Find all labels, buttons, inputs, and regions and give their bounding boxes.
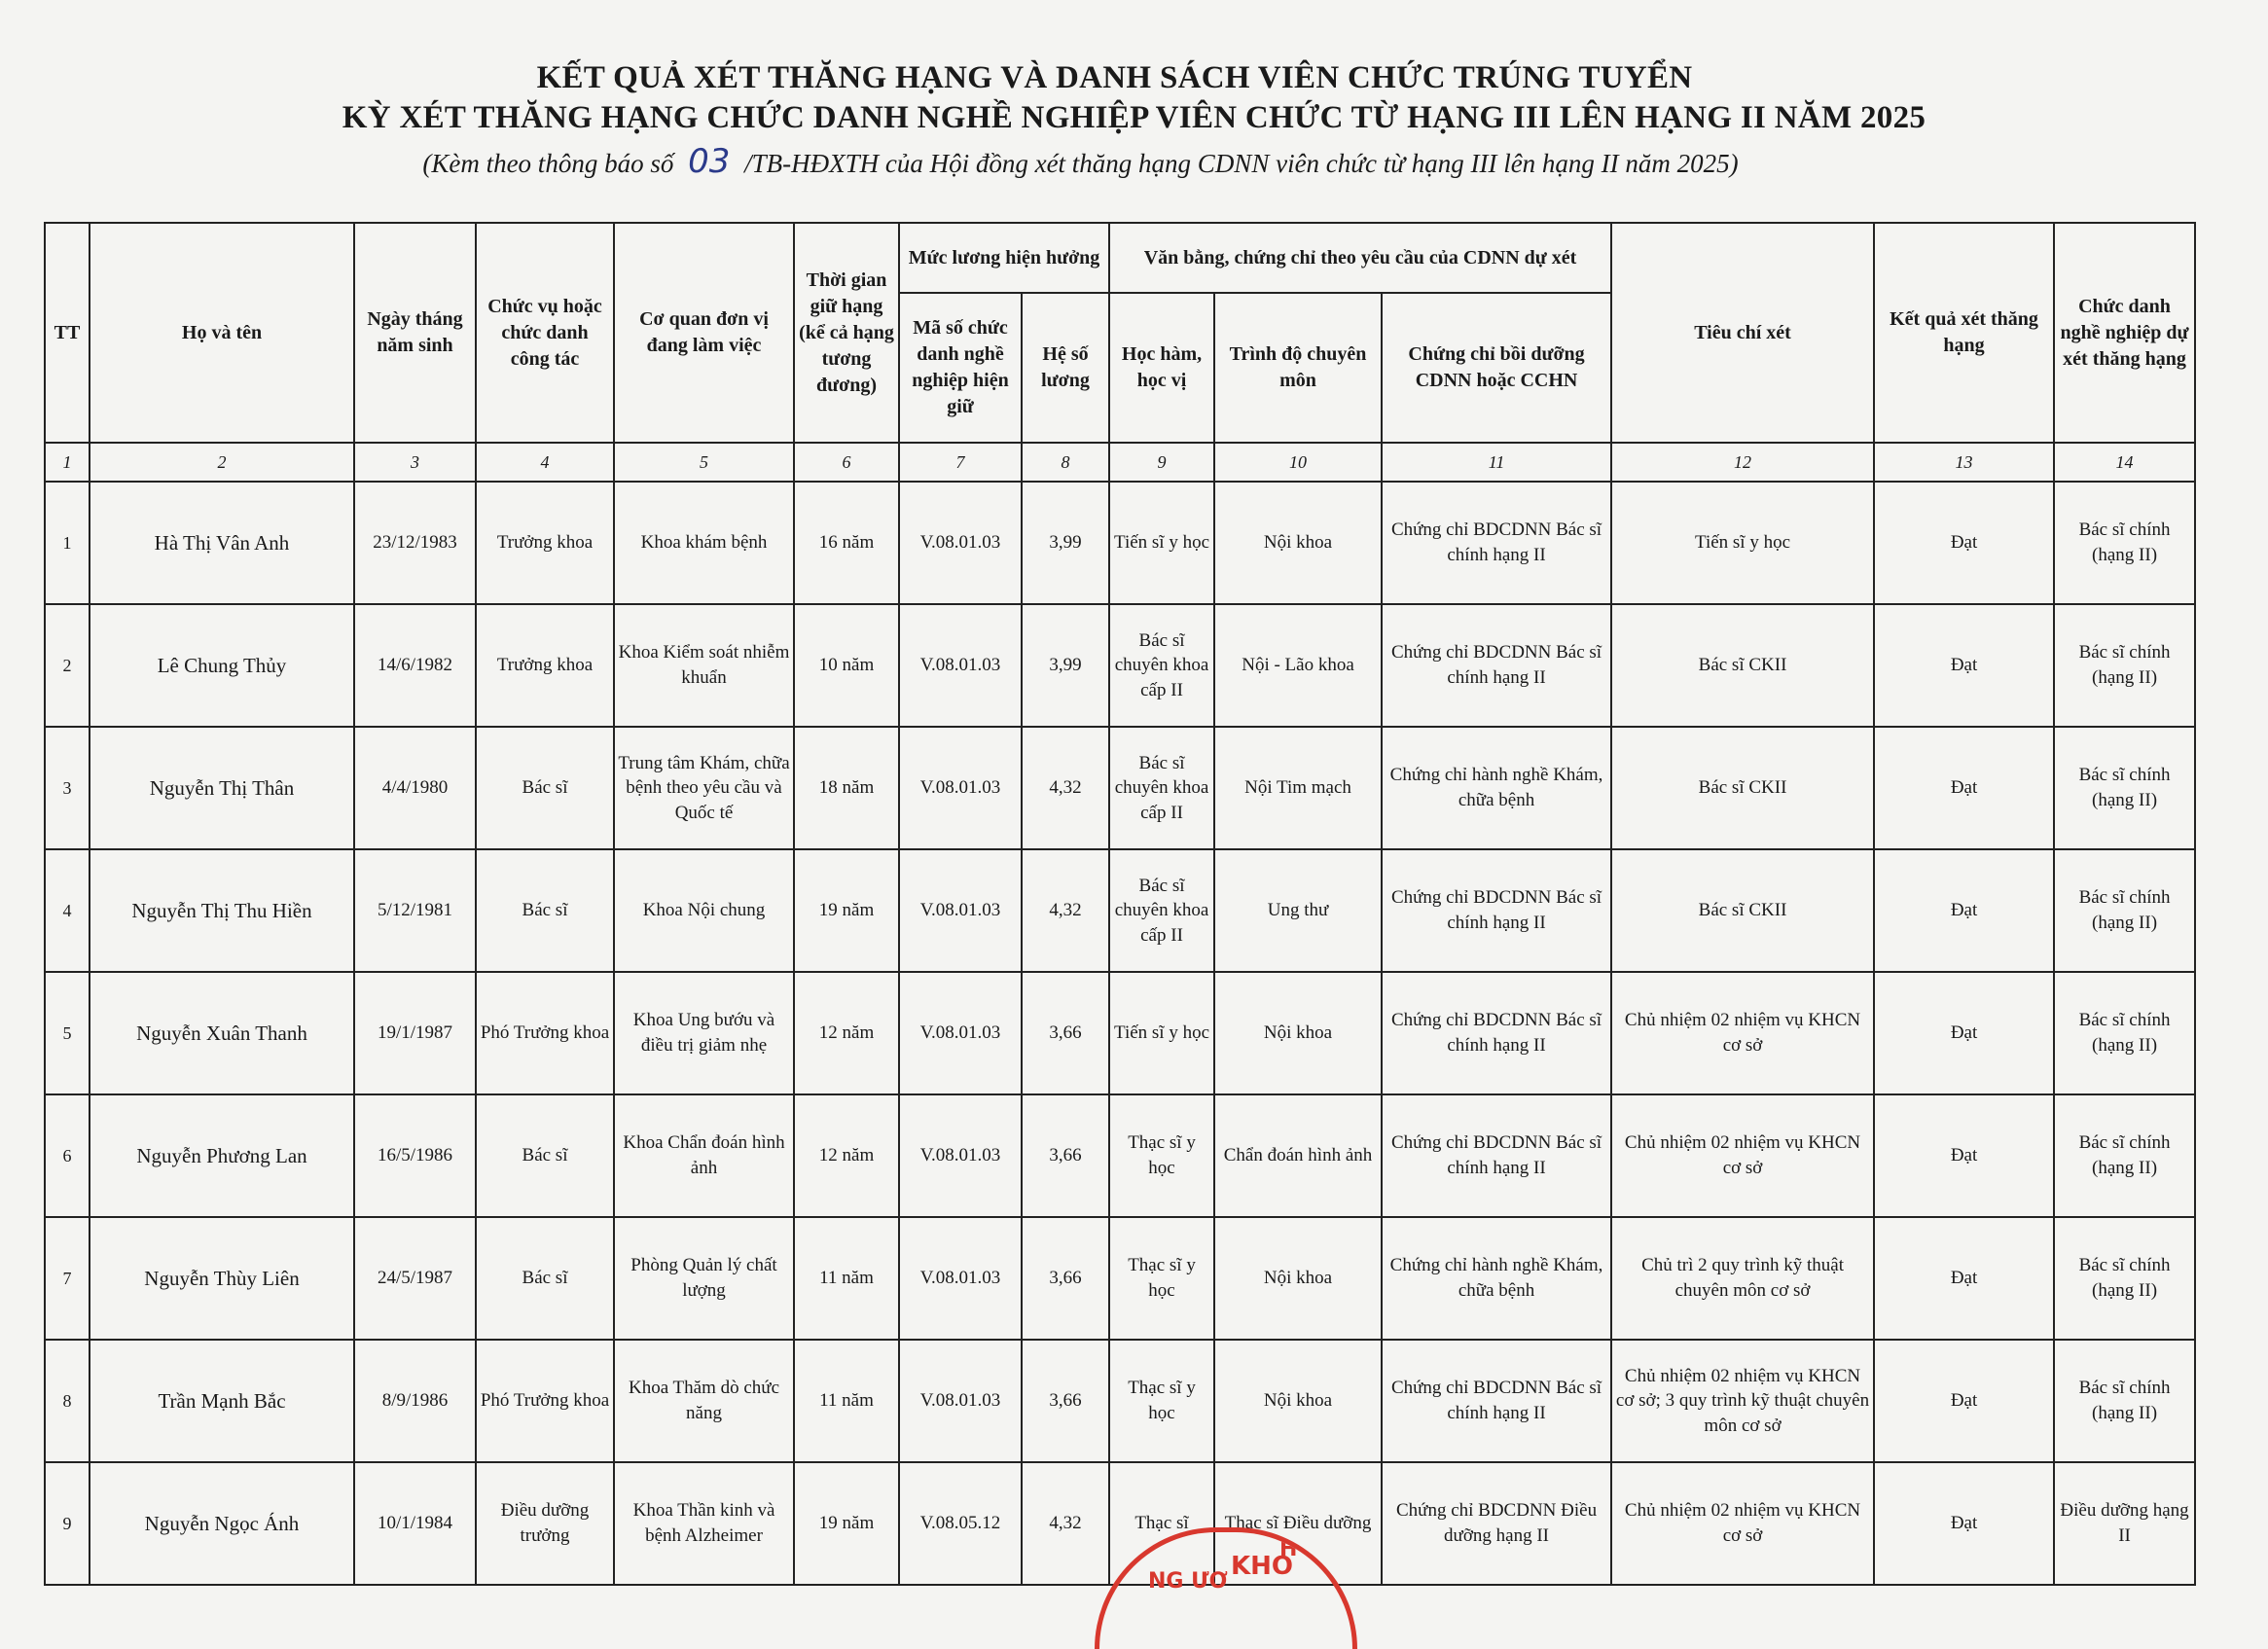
date-of-birth-cell: 4/4/1980 bbox=[354, 727, 476, 849]
result-cell: Đạt bbox=[1874, 1340, 2054, 1462]
work-unit-cell: Khoa khám bệnh bbox=[614, 482, 794, 604]
row-number-cell: 3 bbox=[45, 727, 90, 849]
salary-coefficient-cell: 4,32 bbox=[1022, 727, 1109, 849]
salary-coefficient-cell: 3,99 bbox=[1022, 482, 1109, 604]
specialty-cell: Nội khoa bbox=[1214, 482, 1382, 604]
salary-code-cell: V.08.01.03 bbox=[899, 849, 1022, 972]
header-salary-group: Mức lương hiện hưởng bbox=[899, 223, 1109, 293]
results-table bbox=[44, 222, 2196, 1586]
rank-duration-cell: 12 năm bbox=[794, 972, 899, 1094]
result-cell: Đạt bbox=[1874, 1094, 2054, 1217]
row-number-cell: 6 bbox=[45, 1094, 90, 1217]
salary-code-cell: V.08.01.03 bbox=[899, 482, 1022, 604]
certificate-cell: Chứng chỉ hành nghề Khám, chữa bệnh bbox=[1382, 1217, 1611, 1340]
result-cell: Đạt bbox=[1874, 1462, 2054, 1585]
job-position-cell: Phó Trưởng khoa bbox=[476, 972, 614, 1094]
result-cell: Đạt bbox=[1874, 604, 2054, 727]
rank-duration-cell: 11 năm bbox=[794, 1217, 899, 1340]
header-duration: Thời gian giữ hạng (kể cả hạng tương đương) bbox=[794, 223, 899, 443]
academic-degree-cell: Thạc sĩ bbox=[1109, 1462, 1214, 1585]
salary-coefficient-cell: 3,66 bbox=[1022, 1094, 1109, 1217]
row-number-cell: 2 bbox=[45, 604, 90, 727]
certificate-cell: Chứng chỉ BDCDNN Bác sĩ chính hạng II bbox=[1382, 972, 1611, 1094]
rank-duration-cell: 12 năm bbox=[794, 1094, 899, 1217]
certificate-cell: Chứng chỉ BDCDNN Bác sĩ chính hạng II bbox=[1382, 1340, 1611, 1462]
date-of-birth-cell: 19/1/1987 bbox=[354, 972, 476, 1094]
work-unit-cell: Phòng Quản lý chất lượng bbox=[614, 1217, 794, 1340]
salary-coefficient-cell: 3,66 bbox=[1022, 1217, 1109, 1340]
row-number-cell: 7 bbox=[45, 1217, 90, 1340]
criteria-cell: Tiến sĩ y học bbox=[1611, 482, 1874, 604]
target-title-cell: Bác sĩ chính (hạng II) bbox=[2054, 972, 2195, 1094]
salary-code-cell: V.08.05.12 bbox=[899, 1462, 1022, 1585]
target-title-cell: Bác sĩ chính (hạng II) bbox=[2054, 727, 2195, 849]
header-tt: TT bbox=[45, 223, 90, 443]
document-subtitle bbox=[0, 142, 2268, 181]
certificate-cell: Chứng chỉ BDCDNN Điều dưỡng hạng II bbox=[1382, 1462, 1611, 1585]
date-of-birth-cell: 8/9/1986 bbox=[354, 1340, 476, 1462]
row-number-cell: 1 bbox=[45, 482, 90, 604]
rank-duration-cell: 18 năm bbox=[794, 727, 899, 849]
salary-code-cell: V.08.01.03 bbox=[899, 727, 1022, 849]
header-criteria: Tiêu chí xét bbox=[1611, 223, 1874, 443]
table-row bbox=[45, 972, 2195, 1094]
job-position-cell: Bác sĩ bbox=[476, 1094, 614, 1217]
criteria-cell: Chủ trì 2 quy trình kỹ thuật chuyên môn cơ sở bbox=[1611, 1217, 1874, 1340]
work-unit-cell: Khoa Ung bướu và điều trị giảm nhẹ bbox=[614, 972, 794, 1094]
person-name-cell: Nguyễn Thị Thu Hiền bbox=[90, 849, 354, 972]
certificate-cell: Chứng chỉ BDCDNN Bác sĩ chính hạng II bbox=[1382, 849, 1611, 972]
header-salary-coef: Hệ số lương bbox=[1022, 293, 1109, 443]
seal-text: H VIỆ bbox=[1279, 1537, 1345, 1561]
date-of-birth-cell: 24/5/1987 bbox=[354, 1217, 476, 1340]
header-result: Kết quả xét thăng hạng bbox=[1874, 223, 2054, 443]
header-row-1 bbox=[45, 223, 2195, 293]
date-of-birth-cell: 5/12/1981 bbox=[354, 849, 476, 972]
table-row bbox=[45, 1217, 2195, 1340]
column-number: 4 bbox=[476, 443, 614, 482]
column-number: 7 bbox=[899, 443, 1022, 482]
job-position-cell: Điều dưỡng trưởng bbox=[476, 1462, 614, 1585]
header-academic: Học hàm, học vị bbox=[1109, 293, 1214, 443]
certificate-cell: Chứng chỉ BDCDNN Bác sĩ chính hạng II bbox=[1382, 482, 1611, 604]
person-name-cell: Nguyễn Phương Lan bbox=[90, 1094, 354, 1217]
target-title-cell: Bác sĩ chính (hạng II) bbox=[2054, 1094, 2195, 1217]
table-row bbox=[45, 482, 2195, 604]
specialty-cell: Nội Tim mạch bbox=[1214, 727, 1382, 849]
rank-duration-cell: 16 năm bbox=[794, 482, 899, 604]
handwritten-notice-number: 03 bbox=[688, 142, 731, 181]
criteria-cell: Chủ nhiệm 02 nhiệm vụ KHCN cơ sở bbox=[1611, 1462, 1874, 1585]
person-name-cell: Nguyễn Thị Thân bbox=[90, 727, 354, 849]
header-certificate: Chứng chỉ bồi dưỡng CDNN hoặc CCHN bbox=[1382, 293, 1611, 443]
academic-degree-cell: Thạc sĩ y học bbox=[1109, 1094, 1214, 1217]
specialty-cell: Nội khoa bbox=[1214, 972, 1382, 1094]
specialty-cell: Nội - Lão khoa bbox=[1214, 604, 1382, 727]
column-number: 9 bbox=[1109, 443, 1214, 482]
salary-coefficient-cell: 3,66 bbox=[1022, 1340, 1109, 1462]
column-number: 11 bbox=[1382, 443, 1611, 482]
person-name-cell: Nguyễn Xuân Thanh bbox=[90, 972, 354, 1094]
target-title-cell: Bác sĩ chính (hạng II) bbox=[2054, 1340, 2195, 1462]
date-of-birth-cell: 14/6/1982 bbox=[354, 604, 476, 727]
column-number: 10 bbox=[1214, 443, 1382, 482]
salary-coefficient-cell: 3,66 bbox=[1022, 972, 1109, 1094]
certificate-cell: Chứng chỉ BDCDNN Bác sĩ chính hạng II bbox=[1382, 1094, 1611, 1217]
job-position-cell: Bác sĩ bbox=[476, 1217, 614, 1340]
work-unit-cell: Khoa Chẩn đoán hình ảnh bbox=[614, 1094, 794, 1217]
result-cell: Đạt bbox=[1874, 1217, 2054, 1340]
column-number: 1 bbox=[45, 443, 90, 482]
salary-coefficient-cell: 3,99 bbox=[1022, 604, 1109, 727]
target-title-cell: Bác sĩ chính (hạng II) bbox=[2054, 482, 2195, 604]
subtitle-suffix: /TB-HĐXTH của Hội đồng xét thăng hạng CDNN viên chức từ hạng III lên hạng II năm 2025) bbox=[744, 149, 1739, 178]
date-of-birth-cell: 23/12/1983 bbox=[354, 482, 476, 604]
person-name-cell: Lê Chung Thủy bbox=[90, 604, 354, 727]
table-row bbox=[45, 727, 2195, 849]
job-position-cell: Bác sĩ bbox=[476, 727, 614, 849]
date-of-birth-cell: 16/5/1986 bbox=[354, 1094, 476, 1217]
work-unit-cell: Khoa Thần kinh và bệnh Alzheimer bbox=[614, 1462, 794, 1585]
salary-code-cell: V.08.01.03 bbox=[899, 1340, 1022, 1462]
specialty-cell: Thạc sĩ Điều dưỡng bbox=[1214, 1462, 1382, 1585]
rank-duration-cell: 11 năm bbox=[794, 1340, 899, 1462]
salary-code-cell: V.08.01.03 bbox=[899, 972, 1022, 1094]
table-row bbox=[45, 1094, 2195, 1217]
column-number: 5 bbox=[614, 443, 794, 482]
criteria-cell: Bác sĩ CKII bbox=[1611, 849, 1874, 972]
job-position-cell: Phó Trưởng khoa bbox=[476, 1340, 614, 1462]
row-number-cell: 8 bbox=[45, 1340, 90, 1462]
person-name-cell: Hà Thị Vân Anh bbox=[90, 482, 354, 604]
specialty-cell: Ung thư bbox=[1214, 849, 1382, 972]
academic-degree-cell: Bác sĩ chuyên khoa cấp II bbox=[1109, 849, 1214, 972]
rank-duration-cell: 19 năm bbox=[794, 1462, 899, 1585]
target-title-cell: Bác sĩ chính (hạng II) bbox=[2054, 1217, 2195, 1340]
person-name-cell: Nguyễn Thùy Liên bbox=[90, 1217, 354, 1340]
academic-degree-cell: Bác sĩ chuyên khoa cấp II bbox=[1109, 604, 1214, 727]
result-cell: Đạt bbox=[1874, 482, 2054, 604]
criteria-cell: Chủ nhiệm 02 nhiệm vụ KHCN cơ sở bbox=[1611, 1094, 1874, 1217]
rank-duration-cell: 19 năm bbox=[794, 849, 899, 972]
result-cell: Đạt bbox=[1874, 849, 2054, 972]
certificate-cell: Chứng chỉ BDCDNN Bác sĩ chính hạng II bbox=[1382, 604, 1611, 727]
specialty-cell: Nội khoa bbox=[1214, 1217, 1382, 1340]
column-number: 12 bbox=[1611, 443, 1874, 482]
header-salary-code: Mã số chức danh nghề nghiệp hiện giữ bbox=[899, 293, 1022, 443]
seal-text: KHO bbox=[1231, 1552, 1294, 1581]
specialty-cell: Nội khoa bbox=[1214, 1340, 1382, 1462]
header-name: Họ và tên bbox=[90, 223, 354, 443]
work-unit-cell: Khoa Nội chung bbox=[614, 849, 794, 972]
salary-coefficient-cell: 4,32 bbox=[1022, 1462, 1109, 1585]
salary-code-cell: V.08.01.03 bbox=[899, 1217, 1022, 1340]
work-unit-cell: Khoa Kiểm soát nhiễm khuẩn bbox=[614, 604, 794, 727]
academic-degree-cell: Tiến sĩ y học bbox=[1109, 482, 1214, 604]
person-name-cell: Nguyễn Ngọc Ánh bbox=[90, 1462, 354, 1585]
column-number: 13 bbox=[1874, 443, 2054, 482]
column-number-row bbox=[45, 443, 2195, 482]
person-name-cell: Trần Mạnh Bắc bbox=[90, 1340, 354, 1462]
rank-duration-cell: 10 năm bbox=[794, 604, 899, 727]
document-header bbox=[0, 60, 2268, 181]
academic-degree-cell: Thạc sĩ y học bbox=[1109, 1217, 1214, 1340]
job-position-cell: Trưởng khoa bbox=[476, 604, 614, 727]
salary-code-cell: V.08.01.03 bbox=[899, 1094, 1022, 1217]
result-cell: Đạt bbox=[1874, 972, 2054, 1094]
target-title-cell: Bác sĩ chính (hạng II) bbox=[2054, 604, 2195, 727]
target-title-cell: Bác sĩ chính (hạng II) bbox=[2054, 849, 2195, 972]
row-number-cell: 4 bbox=[45, 849, 90, 972]
job-position-cell: Bác sĩ bbox=[476, 849, 614, 972]
table-row bbox=[45, 849, 2195, 972]
column-number: 8 bbox=[1022, 443, 1109, 482]
academic-degree-cell: Tiến sĩ y học bbox=[1109, 972, 1214, 1094]
work-unit-cell: Khoa Thăm dò chức năng bbox=[614, 1340, 794, 1462]
subtitle-prefix: (Kèm theo thông báo số bbox=[422, 149, 674, 178]
header-specialty: Trình độ chuyên môn bbox=[1214, 293, 1382, 443]
criteria-cell: Chủ nhiệm 02 nhiệm vụ KHCN cơ sở bbox=[1611, 972, 1874, 1094]
salary-coefficient-cell: 4,32 bbox=[1022, 849, 1109, 972]
seal-text: NG ƯƠ bbox=[1148, 1569, 1228, 1594]
row-number-cell: 9 bbox=[45, 1462, 90, 1585]
header-target-title: Chức danh nghề nghiệp dự xét thăng hạng bbox=[2054, 223, 2195, 443]
table-row bbox=[45, 1340, 2195, 1462]
row-number-cell: 5 bbox=[45, 972, 90, 1094]
column-number: 6 bbox=[794, 443, 899, 482]
column-number: 3 bbox=[354, 443, 476, 482]
target-title-cell: Điều dưỡng hạng II bbox=[2054, 1462, 2195, 1585]
header-dob: Ngày tháng năm sinh bbox=[354, 223, 476, 443]
table-row bbox=[45, 1462, 2195, 1585]
document-title-line2: KỲ XÉT THĂNG HẠNG CHỨC DANH NGHỀ NGHIỆP VIÊN CHỨC TỪ HẠNG III LÊN HẠNG II NĂM 2025 bbox=[342, 100, 1926, 135]
document-title-line1: KẾT QUẢ XÉT THĂNG HẠNG VÀ DANH SÁCH VIÊN CHỨC TRÚNG TUYỂN bbox=[536, 60, 1693, 95]
specialty-cell: Chẩn đoán hình ảnh bbox=[1214, 1094, 1382, 1217]
academic-degree-cell: Thạc sĩ y học bbox=[1109, 1340, 1214, 1462]
column-number: 14 bbox=[2054, 443, 2195, 482]
header-degree-group: Văn bằng, chứng chỉ theo yêu cầu của CDNN dự xét bbox=[1109, 223, 1611, 293]
table-row bbox=[45, 604, 2195, 727]
date-of-birth-cell: 10/1/1984 bbox=[354, 1462, 476, 1585]
result-cell: Đạt bbox=[1874, 727, 2054, 849]
header-position: Chức vụ hoặc chức danh công tác bbox=[476, 223, 614, 443]
certificate-cell: Chứng chỉ hành nghề Khám, chữa bệnh bbox=[1382, 727, 1611, 849]
column-number: 2 bbox=[90, 443, 354, 482]
header-unit: Cơ quan đơn vị đang làm việc bbox=[614, 223, 794, 443]
salary-code-cell: V.08.01.03 bbox=[899, 604, 1022, 727]
academic-degree-cell: Bác sĩ chuyên khoa cấp II bbox=[1109, 727, 1214, 849]
criteria-cell: Bác sĩ CKII bbox=[1611, 727, 1874, 849]
job-position-cell: Trưởng khoa bbox=[476, 482, 614, 604]
criteria-cell: Chủ nhiệm 02 nhiệm vụ KHCN cơ sở; 3 quy trình kỹ thuật chuyên môn cơ sở bbox=[1611, 1340, 1874, 1462]
work-unit-cell: Trung tâm Khám, chữa bệnh theo yêu cầu và Quốc tế bbox=[614, 727, 794, 849]
table-body bbox=[45, 482, 2195, 1585]
criteria-cell: Bác sĩ CKII bbox=[1611, 604, 1874, 727]
